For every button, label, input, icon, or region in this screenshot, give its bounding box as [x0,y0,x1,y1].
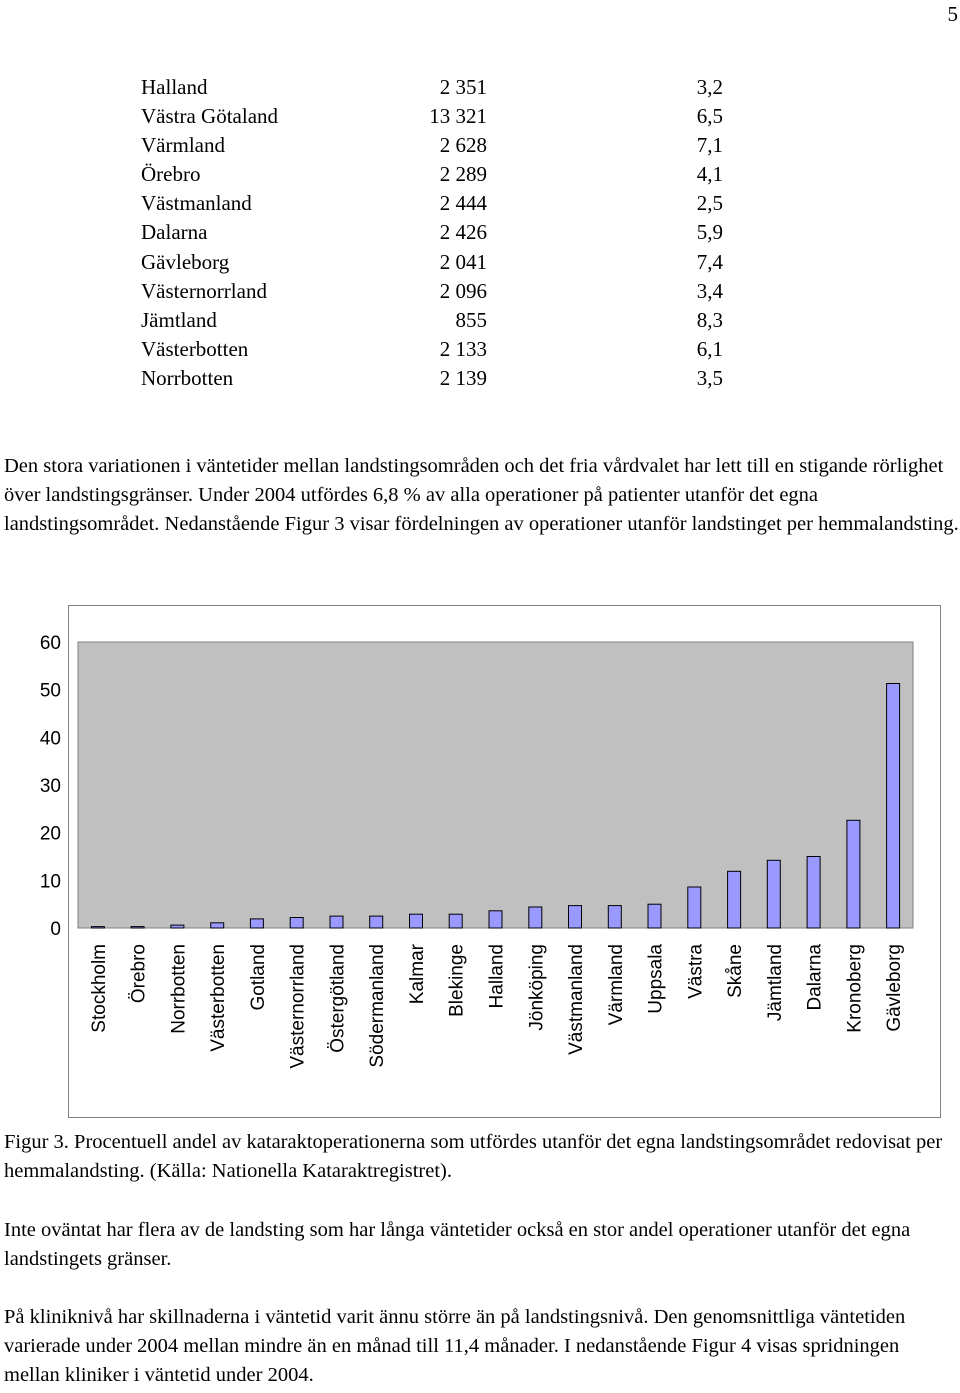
paragraph-clinic-level: På kliniknivå har skillnaderna i väntetid varit ännu större än på landstingsnivå. Den genomsnittliga väntetiden varierade under 2004 mellan mindre än en månad till 11,4 månader. I nedanstående Figur 4 visas spridningen mellan kliniker i väntetid under 2004. [4,1306,906,1386]
bar-örebro [131,927,144,928]
category-label: Gotland [247,944,269,1011]
region-name: Örebro [141,162,201,187]
category-label: Värmland [605,944,627,1026]
category-label: Västerbotten [208,944,230,1052]
percent-value: 6,1 [696,336,723,361]
percent-value: 5,9 [696,220,723,245]
category-label: Östergötland [327,944,349,1053]
percent-value: 4,1 [696,162,723,187]
operation-count: 2 139 [439,365,487,390]
bar-dalarna [807,857,820,929]
region-name: Norrbotten [141,365,234,390]
region-name: Västra Götaland [141,104,279,129]
operation-count: 2 426 [439,220,487,245]
percent-value: 7,1 [696,133,723,158]
category-label: Jönköping [526,944,548,1031]
figure-3-chart [39,605,941,1118]
y-tick-label: 10 [39,871,61,893]
percent-value: 8,3 [696,307,723,332]
y-tick-label: 20 [39,823,61,845]
operation-count: 855 [455,307,487,332]
percent-value: 6,5 [696,104,723,129]
category-label: Halland [486,944,508,1009]
bar-västerbotten [211,923,224,928]
bar-halland [489,911,502,928]
region-name: Västerbotten [141,336,249,361]
operation-count: 2 628 [439,133,487,158]
category-label: Blekinge [446,944,468,1017]
y-tick-label: 60 [39,633,61,654]
bar-stockholm [91,927,104,928]
operation-count: 2 041 [439,249,487,274]
page-number: 5 [947,2,958,26]
bar-östergötland [330,916,343,928]
percent-value: 7,4 [696,249,723,274]
bar-södermanland [370,916,383,928]
category-label: Kalmar [407,944,428,1005]
percent-value: 3,4 [696,278,723,303]
bar-jönköping [529,907,542,928]
figure-caption: Figur 3. Procentuell andel av kataraktoperationerna som utfördes utanför det egna landstingsområdet redovisat per hemmalandsting. (Källa: Nationella Kataraktregistret). [4,1131,943,1182]
percent-value: 2,5 [696,191,723,216]
region-name: Västernorrland [141,278,267,303]
bar-värmland [608,906,621,928]
bar-västmanland [569,906,582,928]
category-label: Örebro [128,944,150,1004]
category-label: Kronoberg [844,944,866,1033]
region-name: Halland [141,75,208,99]
plot-area [78,642,913,928]
operation-count: 2 444 [439,191,487,216]
percent-value: 3,2 [696,75,723,99]
y-tick-label: 0 [50,919,61,940]
category-label: Jämtland [764,944,786,1022]
category-label: Västra [685,944,707,999]
category-label: Gävleborg [884,944,906,1032]
operation-count: 2 289 [439,162,487,187]
bar-chart-svg [39,605,941,1118]
y-tick-label: 40 [39,728,61,750]
bar-jämtland [767,860,780,928]
region-name: Värmland [141,133,225,158]
y-tick-label: 50 [39,680,61,702]
percent-value: 3,5 [696,365,723,390]
region-name: Västmanland [141,191,252,216]
category-label: Stockholm [88,944,110,1033]
bar-gotland [250,919,263,928]
operation-count: 2 133 [439,336,487,361]
category-label: Västmanland [566,944,587,1055]
paragraph-observation: Inte oväntat har flera av de landsting som har långa väntetider också en stor andel operationer utanför det egna landstingets gränser. [4,1219,911,1270]
category-label: Uppsala [645,944,667,1014]
bar-västernorrland [290,918,303,929]
bar-norrbotten [171,925,184,928]
bar-gävleborg [887,684,900,929]
bar-skåne [728,871,741,928]
paragraph-intro: Den stora variationen i väntetider mellan landstingsområden och det fria vårdvalet har lett till en stigande rörlighet över landstingsgränser. Under 2004 utfördes 6,8 % av alla operationer på patienter utanför det egna landstingsområdet. Nedanstående Figur 3 visar fördelningen av operationer utanför landstinget per hemmalandsting. [4,455,959,535]
bar-västra [688,887,701,928]
category-label: Södermanland [367,944,389,1068]
operation-count: 2 351 [439,75,487,99]
category-label: Västernorrland [287,944,309,1069]
bar-blekinge [449,914,462,928]
bar-kronoberg [847,820,860,928]
bar-uppsala [648,904,661,928]
category-label: Skåne [725,944,747,998]
operation-count: 2 096 [439,278,487,303]
y-tick-label: 30 [39,776,61,797]
region-name: Jämtland [141,307,217,332]
region-name: Dalarna [141,220,208,245]
category-label: Norrbotten [168,944,190,1034]
region-name: Gävleborg [141,249,230,274]
category-label: Dalarna [804,944,826,1011]
bar-kalmar [410,914,423,928]
operation-count: 13 321 [429,104,487,129]
